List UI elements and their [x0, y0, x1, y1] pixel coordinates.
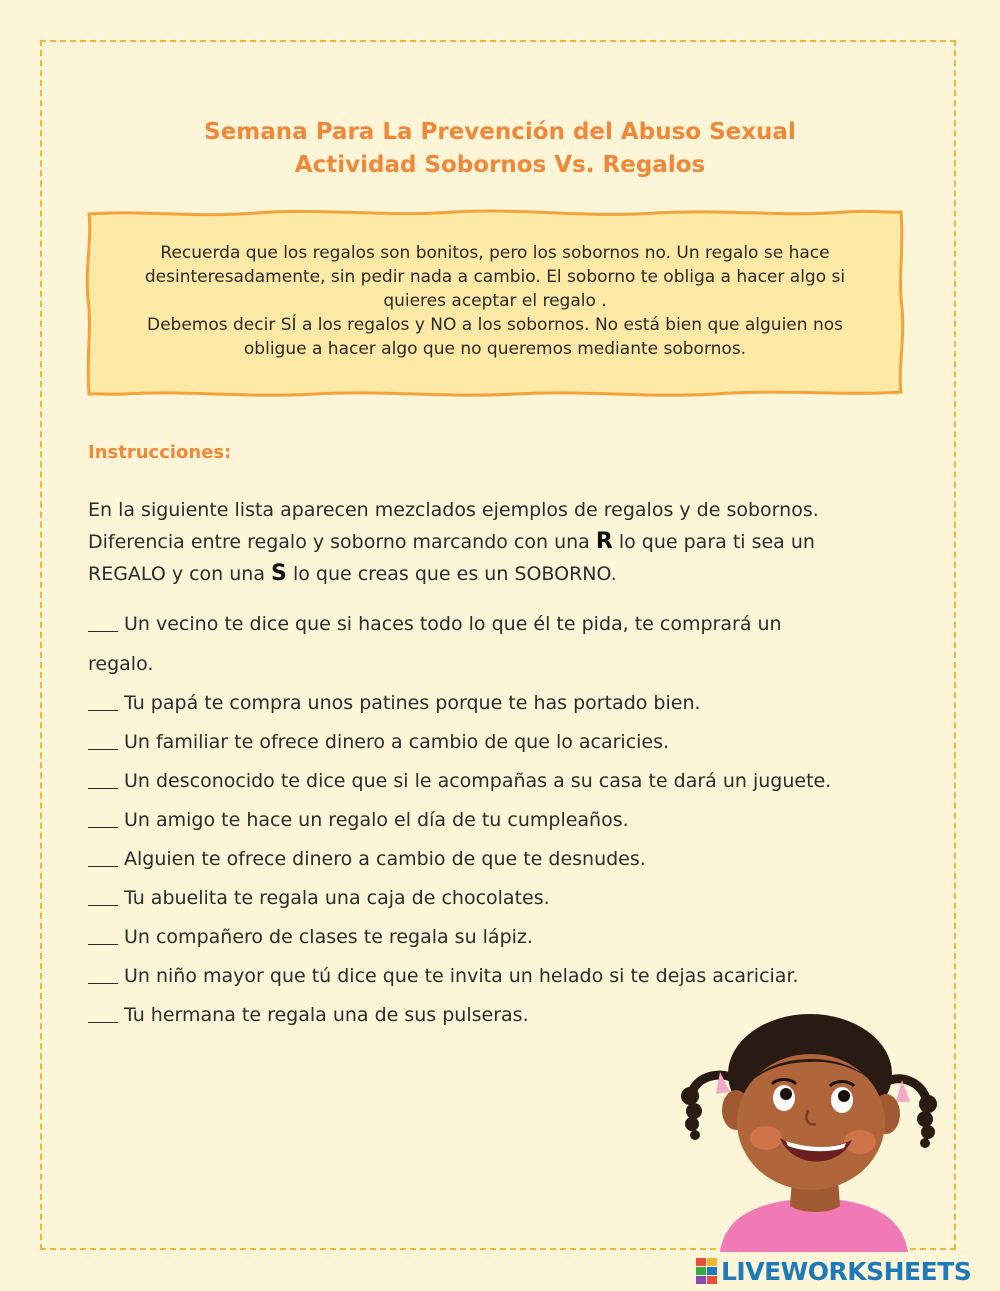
brand-name: LIVEWORKSHEETS: [721, 1256, 972, 1286]
example-list: [88, 604, 923, 1035]
mark-r-letter: R: [595, 529, 613, 554]
instructions-line: [88, 558, 918, 590]
answer-blank[interactable]: [88, 770, 118, 789]
page-title: [0, 116, 1000, 182]
item-text: Un desconocido te dice que si le acompañas a su casa te dará un juguete.: [124, 770, 832, 792]
list-item: [88, 879, 923, 918]
item-text: Tu papá te compra unos patines porque te has portado bien.: [124, 692, 701, 714]
item-text: Un amigo te hace un regalo el día de tu cumpleaños.: [124, 809, 629, 831]
answer-blank[interactable]: [88, 809, 118, 828]
mark-s-letter: S: [271, 561, 287, 586]
answer-blank[interactable]: [88, 692, 118, 711]
item-text: Un compañero de clases te regala su lápiz.: [124, 926, 533, 948]
reminder-text: [99, 241, 891, 361]
answer-blank[interactable]: [88, 887, 118, 906]
instructions-line-part: lo que para ti sea un: [612, 531, 815, 553]
reminder-line: obligue a hacer algo que no queremos mediante sobornos.: [243, 339, 747, 359]
answer-blank[interactable]: [88, 1004, 118, 1023]
reminder-line: Recuerda que los regalos son bonitos, pero los sobornos no. Un regalo se hace: [160, 243, 830, 263]
list-item: [88, 840, 923, 879]
reminder-line: desinteresadamente, sin pedir nada a cambio. El soborno te obliga a hacer algo si: [144, 267, 846, 287]
list-item: [88, 762, 923, 801]
title-line-2: Actividad Sobornos Vs. Regalos: [294, 152, 706, 178]
instructions-line-part: lo que creas que es un SOBORNO.: [286, 563, 617, 585]
reminder-line: Debemos decir SÍ a los regalos y NO a los sobornos. No está bien que alguien nos: [147, 315, 843, 335]
answer-blank[interactable]: [88, 926, 118, 945]
instructions-line: En la siguiente lista aparecen mezclados ejemplos de regalos y de sobornos.: [88, 499, 819, 521]
item-text: Un niño mayor que tú dice que te invita un helado si te dejas acariciar.: [124, 965, 799, 987]
item-text: Un vecino te dice que si haces todo lo que él te pida, te comprará un: [124, 613, 782, 635]
instructions-line-part: REGALO y con una: [88, 563, 272, 585]
item-text: Tu hermana te regala una de sus pulseras.: [124, 1004, 529, 1026]
girl-illustration: [680, 1010, 950, 1252]
instructions-text: [88, 494, 918, 590]
list-item: [88, 723, 923, 762]
answer-blank[interactable]: [88, 848, 118, 867]
list-item: [88, 684, 923, 723]
answer-blank[interactable]: [88, 731, 118, 750]
reminder-line: quieres aceptar el regalo .: [383, 291, 607, 311]
instructions-heading: Instrucciones:: [88, 442, 232, 463]
list-item: [88, 918, 923, 957]
reminder-note: [85, 208, 905, 398]
answer-blank[interactable]: [88, 613, 118, 632]
list-item: [88, 801, 923, 840]
list-item: [88, 604, 923, 684]
item-text: Tu abuelita te regala una caja de chocolates.: [124, 887, 550, 909]
list-item: [88, 957, 923, 996]
item-text: regalo.: [88, 653, 154, 675]
instructions-line: [88, 526, 918, 558]
instructions-line-part: Diferencia entre regalo y soborno marcando con una: [88, 531, 596, 553]
brand-logo[interactable]: [696, 1255, 971, 1287]
item-text: Alguien te ofrece dinero a cambio de que te desnudes.: [124, 848, 646, 870]
title-line-1: Semana Para La Prevención del Abuso Sexual: [204, 119, 796, 145]
liveworksheets-logo-icon: [696, 1258, 718, 1284]
item-text: Un familiar te ofrece dinero a cambio de que lo acaricies.: [124, 731, 670, 753]
answer-blank[interactable]: [88, 965, 118, 984]
